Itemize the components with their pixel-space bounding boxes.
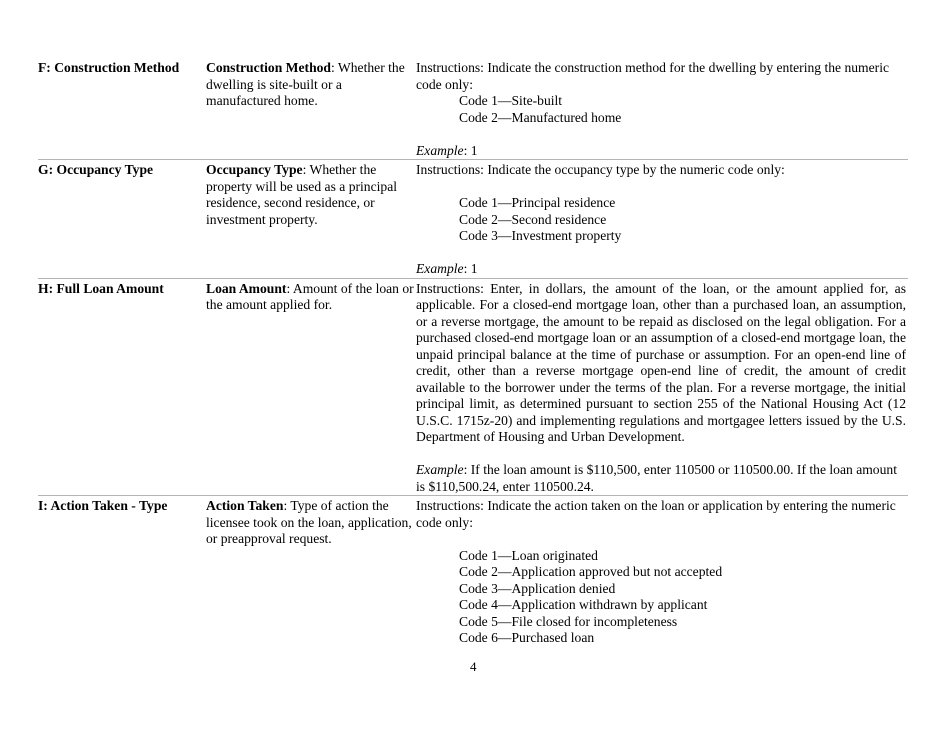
field-description <box>206 58 416 159</box>
code-item: Code 5—File closed for incompleteness <box>459 613 678 629</box>
code-item: Code 2—Manufactured home <box>459 109 622 125</box>
field-description <box>206 279 416 496</box>
code-list <box>416 195 906 245</box>
code-item: Code 4—Application withdrawn by applicant <box>459 597 708 612</box>
field-name: F: Construction Method <box>38 60 180 75</box>
field-term: Occupancy Type <box>206 162 303 177</box>
code-item: Code 6—Purchased loan <box>459 630 595 645</box>
example-line <box>416 462 906 495</box>
field-description <box>206 496 416 647</box>
code-item: Code 3—Investment property <box>459 228 622 243</box>
code-list <box>416 548 906 647</box>
page-number: 4 <box>470 659 477 674</box>
field-name: G: Occupancy Type <box>38 162 154 177</box>
field-instructions <box>416 160 906 278</box>
code-item: Code 1—Principal residence <box>459 195 616 210</box>
table-row-action-taken <box>38 496 908 647</box>
table-row-full-loan-amount <box>38 279 908 497</box>
field-description-text: : Type of action the licensee took on the loan, application, or preapproval request. <box>206 498 412 546</box>
field-description <box>206 160 416 278</box>
field-instructions <box>416 279 906 496</box>
field-description-text: : Whether the property will be used as a principal residence, second residence, or investment property. <box>206 162 398 227</box>
field-term: Action Taken <box>206 498 284 513</box>
code-item: Code 2—Second residence <box>459 211 607 227</box>
example-label: Example <box>416 142 464 158</box>
example-label: Example <box>416 261 464 276</box>
instructions-text: Instructions: Indicate the occupancy type by the numeric code only: <box>416 162 785 177</box>
field-name: H: Full Loan Amount <box>38 280 164 296</box>
instructions-text: Instructions: Indicate the action taken on the loan or application by entering the numeric code only: <box>416 498 896 530</box>
example-text: : 1 <box>463 261 478 276</box>
example-label: Example <box>416 462 464 477</box>
code-item: Code 1—Loan originated <box>459 547 598 563</box>
code-item: Code 3—Application denied <box>459 580 616 596</box>
example-text: : 1 <box>463 142 478 158</box>
instructions-text: Instructions: Enter, in dollars, the amount of the loan, or the amount applied for, as applicable. For a closed-end mortgage loan, other than a purchased loan, an assumption, or a reverse mortgage, the amount to be repaid as disclosed on the legal obligation. For a purchased closed-end mortgage loan or an assumption of a closed-end mortgage loan, the unpaid principal balance at the time of purchase or assumption. For an open-end line of credit, other than a reverse mortgage open-end line of credit, the amount of credit available to the borrower under the terms of the plan. For a reverse mortgage, the initial principal limit, as determined pursuant to section 255 of the National Housing Act (12 U.S.C. 1715z-20) and implementing regulations and mortgagee letters issued by the U.S. Department of Housing and Urban Development. <box>416 280 906 444</box>
field-description-text: : Amount of the loan or the amount applied for. <box>206 280 414 312</box>
example-line <box>416 261 906 278</box>
field-term: Construction Method <box>206 60 331 75</box>
field-description-text: : Whether the dwelling is site-built or a manufactured home. <box>206 60 405 108</box>
example-text: : If the loan amount is $110,500, enter 110500 or 110500.00. If the loan amount is $110,500.24, enter 110500.24. <box>416 462 897 494</box>
instructions-text: Instructions: Indicate the construction method for the dwelling by entering the numeric code only: <box>416 60 890 92</box>
code-list <box>416 93 906 126</box>
table-row-construction-method <box>38 58 908 160</box>
field-name: I: Action Taken - Type <box>38 498 168 513</box>
code-item: Code 2—Application approved but not accepted <box>459 564 723 579</box>
field-definitions-table <box>38 58 908 647</box>
code-item: Code 1—Site-built <box>459 93 563 108</box>
field-instructions <box>416 496 906 647</box>
example-line <box>416 143 906 160</box>
field-term: Loan Amount <box>206 280 287 296</box>
field-instructions <box>416 58 906 159</box>
table-row-occupancy-type <box>38 160 908 279</box>
